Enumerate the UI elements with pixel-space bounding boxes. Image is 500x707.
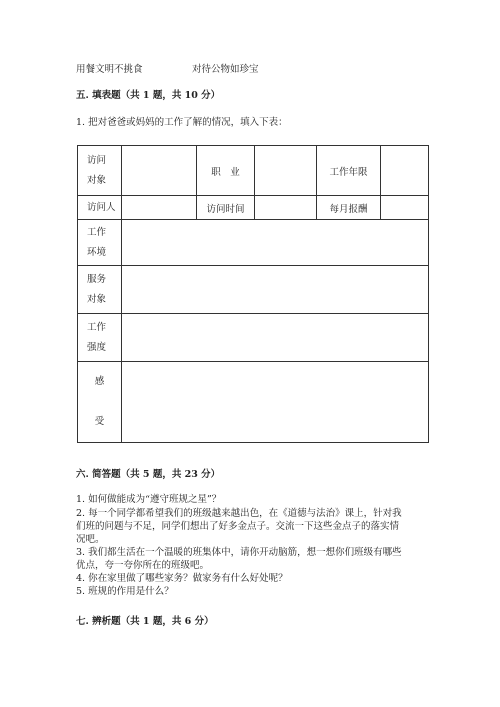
- section7-heading: 七. 辨析题（共 1 题，共 6 分）: [76, 616, 214, 627]
- monthly-pay-label: 每月报酬: [317, 196, 381, 220]
- work-env-label-line1: 工作: [87, 226, 107, 238]
- table-row-2: [78, 196, 429, 220]
- table-row-4: [78, 266, 429, 314]
- table-row-6: [78, 362, 429, 443]
- feeling-label-line1: 感: [94, 376, 105, 387]
- service-target-label: [78, 266, 122, 314]
- question-2-line2: 们班的问题与不足，同学们想出了好多金点子。交流一下这些金点子的落实情: [76, 521, 400, 532]
- work-intensity-label-line1: 工作: [87, 321, 107, 333]
- occupation-label: 职 业: [197, 146, 255, 196]
- question-5: 5. 班规的作用是什么？: [76, 586, 174, 597]
- work-intensity-label-line2: 强度: [87, 341, 107, 353]
- visit-target-label: [78, 146, 122, 196]
- table-row-5: [78, 314, 429, 362]
- occupation-field[interactable]: [255, 146, 317, 196]
- work-env-label: [78, 220, 122, 266]
- visit-time-field[interactable]: [255, 196, 317, 220]
- service-target-label-line2: 对象: [87, 293, 107, 305]
- section5-heading: 五. 填表题（共 1 题，共 10 分）: [76, 90, 221, 101]
- section5-question: 1. 把对爸爸或妈妈的工作了解的情况，填入下表：: [76, 117, 288, 128]
- visitor-label: 访问人: [78, 196, 122, 220]
- service-target-label-line1: 服务: [87, 273, 107, 285]
- service-target-field[interactable]: [122, 266, 429, 314]
- feeling-field[interactable]: [122, 362, 429, 443]
- visit-target-label-line2: 对象: [87, 174, 107, 186]
- work-intensity-label: [78, 314, 122, 362]
- monthly-pay-field[interactable]: [381, 196, 429, 220]
- motto-right: 对待公物如珍宝: [192, 64, 259, 75]
- question-2-line3: 况吧。: [76, 534, 105, 545]
- work-intensity-field[interactable]: [122, 314, 429, 362]
- work-years-label: 工作年限: [317, 146, 381, 196]
- motto-left: 用餐文明不挑食: [76, 64, 143, 75]
- question-1: 1. 如何做能成为“遵守班规之星”？: [76, 494, 222, 505]
- work-env-field[interactable]: [122, 220, 429, 266]
- question-2-line1: 2. 每一个同学都希望我们的班级越来越出色，在《道德与法治》课上，针对我: [76, 508, 402, 519]
- visit-time-label: 访问时间: [197, 196, 255, 220]
- table-row-3: [78, 220, 429, 266]
- work-env-label-line2: 环境: [87, 246, 107, 258]
- visitor-field[interactable]: [122, 196, 197, 220]
- question-3-line1: 3. 我们都生活在一个温暖的班集体中，请你开动脑筋，想一想你们班级有哪些: [76, 547, 402, 558]
- feeling-label-line2: 受: [94, 416, 105, 427]
- feeling-label: [78, 362, 122, 443]
- section6-heading: 六. 简答题（共 5 题，共 23 分）: [76, 469, 221, 480]
- question-3-line2: 优点，夸一夸你所在的班级吧。: [76, 560, 210, 571]
- visit-target-field[interactable]: [122, 146, 197, 196]
- work-years-field[interactable]: [381, 146, 429, 196]
- table-row-1: [78, 146, 429, 196]
- visit-target-label-line1: 访问: [87, 154, 107, 166]
- parent-job-table: [77, 145, 429, 443]
- question-4: 4. 你在家里做了哪些家务？做家务有什么好处呢？: [76, 573, 288, 584]
